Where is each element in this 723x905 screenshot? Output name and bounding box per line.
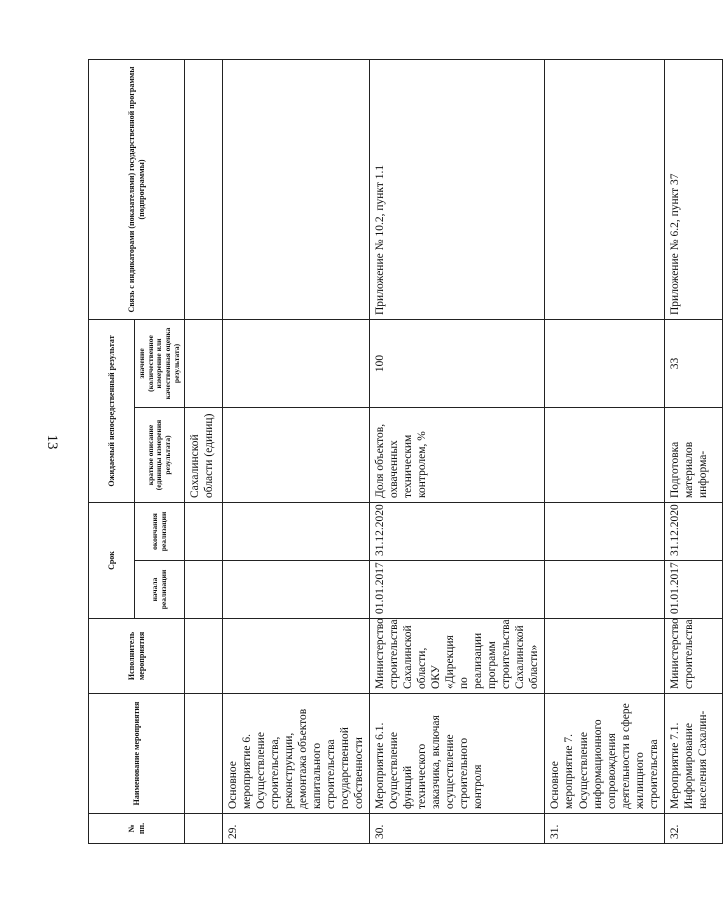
row-result-value: 100 — [370, 320, 545, 408]
header-executor: Исполнитель мероприятия — [89, 619, 185, 694]
header-result: Ожидаемый непосредственный результат — [89, 320, 135, 503]
table-row — [664, 60, 722, 844]
header-name: Наименование мероприятия — [89, 694, 185, 814]
header-term-end: окончания реализации — [135, 503, 185, 561]
rotated-table-container — [88, 60, 709, 844]
row-executor: Министерство строительства — [664, 619, 722, 694]
row-result-desc — [223, 408, 370, 503]
row-start: 01.01.2017 — [370, 561, 545, 619]
row-start: 01.01.2017 — [664, 561, 722, 619]
row-link: Приложение № 6.2, пункт 37 — [664, 60, 722, 320]
row-executor — [545, 619, 664, 694]
header-term-start: начала реализации — [135, 561, 185, 619]
row-start — [545, 561, 664, 619]
page-number: 13 — [44, 434, 60, 450]
row-executor: Министерство строительства Сахалинской области, ОКУ «Дирекция по реализации программ строительства Сахалинской области» — [370, 619, 545, 694]
row-link: Приложение № 10.2, пункт 1.1 — [370, 60, 545, 320]
measures-table — [88, 59, 723, 844]
header-link: Связь с индикаторами (показателями) государственной программы (подпрограммы) — [89, 60, 185, 320]
carry-over-row — [185, 60, 223, 844]
row-num: 32. — [664, 814, 722, 844]
row-end: 31.12.2020 — [664, 503, 722, 561]
row-result-value: 33 — [664, 320, 722, 408]
header-term: Срок — [89, 503, 135, 619]
carry-result-desc: Сахалинской области (единиц) — [185, 408, 223, 503]
row-result-desc — [545, 408, 664, 503]
row-link — [223, 60, 370, 320]
table-row — [545, 60, 664, 844]
row-name: Основное мероприятие 7. Осуществление информационного сопровождения деятельности в сфере жилищного строительства — [545, 694, 664, 814]
header-num: № пп. — [89, 814, 185, 844]
row-link — [545, 60, 664, 320]
row-end — [545, 503, 664, 561]
row-end: 31.12.2020 — [370, 503, 545, 561]
row-result-value — [545, 320, 664, 408]
header-result-desc: краткое описание (единицы измерения результата) — [135, 408, 185, 503]
table-row — [370, 60, 545, 844]
row-num: 29. — [223, 814, 370, 844]
row-name: Основное мероприятие 6. Осуществление строительства, реконструкции, демонтажа объектов капитального строительства государственной собственности — [223, 694, 370, 814]
row-result-value — [223, 320, 370, 408]
table-row — [223, 60, 370, 844]
row-num: 30. — [370, 814, 545, 844]
row-start — [223, 561, 370, 619]
row-num: 31. — [545, 814, 664, 844]
row-name: Мероприятие 6.1. Осуществление функций технического заказчика, включая осуществление строительного контроля — [370, 694, 545, 814]
row-result-desc: Доля объектов, охваченных техническим контролем, % — [370, 408, 545, 503]
header-result-value: значение (количественное измерение или качественная оценка результата) — [135, 320, 185, 408]
header-row — [89, 60, 135, 844]
row-executor — [223, 619, 370, 694]
row-end — [223, 503, 370, 561]
row-name: Мероприятие 7.1. Информирование населения Сахалин- — [664, 694, 722, 814]
row-result-desc: Подготовка материалов информа- — [664, 408, 722, 503]
